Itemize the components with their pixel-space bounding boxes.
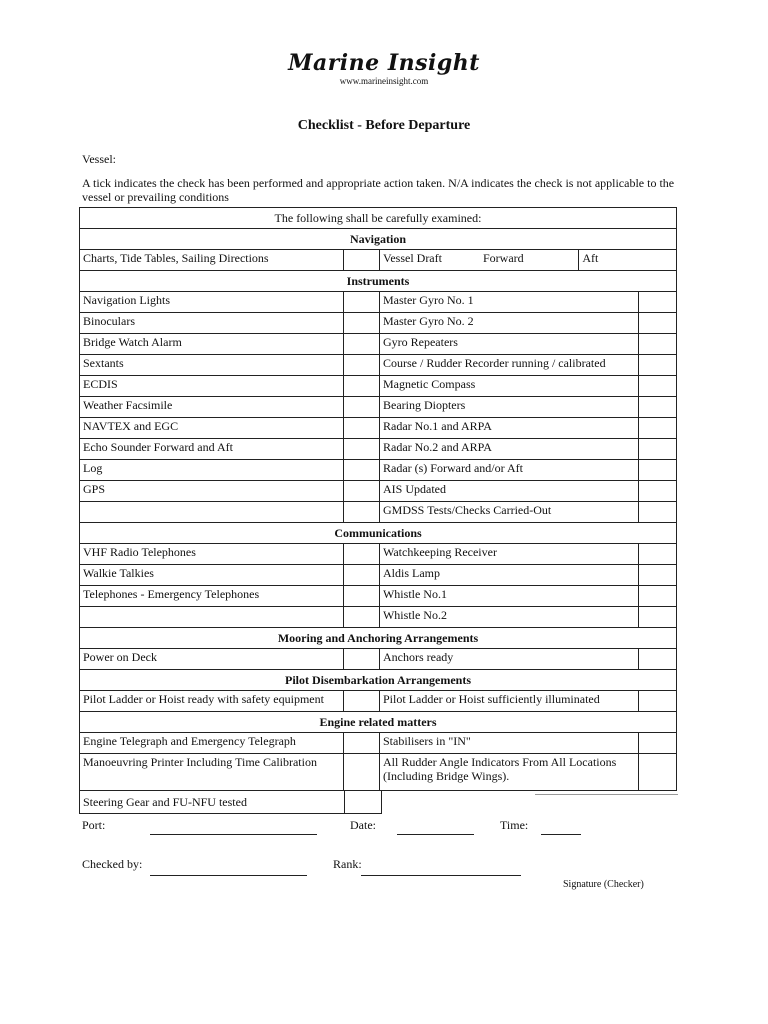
table-row <box>79 292 677 313</box>
checked-by-label: Checked by: <box>82 857 143 871</box>
row-label-right: Radar (s) Forward and/or Aft <box>380 460 639 480</box>
table-row <box>79 733 677 754</box>
check-box-right[interactable] <box>639 376 676 396</box>
check-box[interactable] <box>344 355 380 375</box>
row-label-right: Radar No.1 and ARPA <box>380 418 639 438</box>
row-label: Echo Sounder Forward and Aft <box>80 439 344 459</box>
vessel-label: Vessel: <box>82 152 116 166</box>
check-box-right[interactable] <box>639 292 676 312</box>
row-label-right: Gyro Repeaters <box>380 334 639 354</box>
time-label: Time: <box>500 818 529 832</box>
check-box[interactable] <box>344 586 380 606</box>
check-box[interactable] <box>345 791 381 813</box>
check-box[interactable] <box>344 460 380 480</box>
table-row <box>79 355 677 376</box>
row-label-right: Course / Rudder Recorder running / calibrated <box>380 355 639 375</box>
section-instruments: Instruments <box>79 271 677 292</box>
section-navigation: Navigation <box>79 229 677 250</box>
section-pilot: Pilot Disembarkation Arrangements <box>79 670 677 691</box>
check-box[interactable] <box>344 397 380 417</box>
check-box[interactable] <box>344 502 380 522</box>
row-label <box>80 502 344 522</box>
row-label: NAVTEX and EGC <box>80 418 344 438</box>
row-label: Telephones - Emergency Telephones <box>80 586 344 606</box>
check-box-right[interactable] <box>639 355 676 375</box>
check-box-right[interactable] <box>639 481 676 501</box>
date-label: Date: <box>350 818 376 832</box>
rank-field[interactable] <box>361 875 521 876</box>
port-field[interactable] <box>150 834 317 835</box>
row-label: Weather Facsimile <box>80 397 344 417</box>
row-label: Manoeuvring Printer Including Time Calibration <box>80 754 344 790</box>
check-box-right[interactable] <box>639 502 676 522</box>
table-row <box>79 376 677 397</box>
logo-name: Marine Insight <box>288 50 480 76</box>
row-label: Engine Telegraph and Emergency Telegraph <box>80 733 344 753</box>
row-label: Steering Gear and FU-NFU tested <box>80 791 345 813</box>
row-label: GPS <box>80 481 344 501</box>
row-label-right: Bearing Diopters <box>380 397 639 417</box>
check-box[interactable] <box>344 733 380 753</box>
row-label <box>80 607 344 627</box>
check-box-right[interactable] <box>639 607 676 627</box>
check-box[interactable] <box>344 313 380 333</box>
table-row <box>79 754 677 791</box>
row-label-right: Watchkeeping Receiver <box>380 544 639 564</box>
check-box[interactable] <box>344 607 380 627</box>
check-box[interactable] <box>344 754 380 790</box>
check-box-right[interactable] <box>639 313 676 333</box>
section-engine: Engine related matters <box>79 712 677 733</box>
check-box[interactable] <box>344 250 380 270</box>
check-box-right[interactable] <box>639 733 676 753</box>
row-label: Charts, Tide Tables, Sailing Directions <box>80 250 344 270</box>
page-title: Checklist - Before Departure <box>297 118 471 133</box>
check-box[interactable] <box>344 376 380 396</box>
row-label-right: Whistle No.1 <box>380 586 639 606</box>
port-label: Port: <box>82 818 106 832</box>
row-label-right: Stabilisers in "IN" <box>380 733 639 753</box>
row-label-right: Anchors ready <box>380 649 639 669</box>
check-box[interactable] <box>344 544 380 564</box>
table-row <box>79 313 677 334</box>
row-label: ECDIS <box>80 376 344 396</box>
row-label: Pilot Ladder or Hoist ready with safety equipment <box>80 691 344 711</box>
table-row <box>79 565 677 586</box>
vessel-draft: Vessel Draft Forward <box>380 250 579 270</box>
check-box-right[interactable] <box>639 418 676 438</box>
check-box[interactable] <box>344 292 380 312</box>
row-label-right: Magnetic Compass <box>380 376 639 396</box>
check-box[interactable] <box>344 439 380 459</box>
row-label: Log <box>80 460 344 480</box>
table-row <box>79 397 677 418</box>
check-box-right[interactable] <box>639 460 676 480</box>
check-box[interactable] <box>344 418 380 438</box>
logo-url: www.marineinsight.com <box>339 76 429 86</box>
check-box[interactable] <box>344 481 380 501</box>
table-row <box>79 607 677 628</box>
intro-text: A tick indicates the check has been performed and appropriate action taken. N/A indicates the check is not applicable to the vessel or prevailing conditions <box>82 176 675 204</box>
signature-label: Signature (Checker) <box>563 879 644 890</box>
table-row <box>79 460 677 481</box>
check-box-right[interactable] <box>639 754 676 790</box>
row-label-right: Aldis Lamp <box>380 565 639 585</box>
row-label-right: Pilot Ladder or Hoist sufficiently illuminated <box>380 691 639 711</box>
table-row <box>79 481 677 502</box>
date-field[interactable] <box>397 834 474 835</box>
row-label: Power on Deck <box>80 649 344 669</box>
aft-cell: Aft <box>582 251 599 265</box>
logo <box>0 50 768 86</box>
row-label-right: Master Gyro No. 1 <box>380 292 639 312</box>
check-box[interactable] <box>344 565 380 585</box>
check-box[interactable] <box>344 649 380 669</box>
table-row <box>79 649 677 670</box>
row-label: Navigation Lights <box>80 292 344 312</box>
table-header: The following shall be carefully examined: <box>79 207 677 229</box>
row-label-right: Whistle No.2 <box>380 607 639 627</box>
row-label: Walkie Talkies <box>80 565 344 585</box>
check-box[interactable] <box>344 691 380 711</box>
check-box[interactable] <box>344 334 380 354</box>
table-row <box>79 544 677 565</box>
row-label-right: All Rudder Angle Indicators From All Locations (Including Bridge Wings). <box>380 754 639 790</box>
row-label: Binoculars <box>80 313 344 333</box>
table-row <box>79 418 677 439</box>
check-box-right[interactable] <box>639 439 676 459</box>
check-box-right[interactable] <box>639 565 676 585</box>
row-label-right: Master Gyro No. 2 <box>380 313 639 333</box>
row-label-right: Radar No.2 and ARPA <box>380 439 639 459</box>
table-row <box>79 334 677 355</box>
signature-rule <box>535 794 678 795</box>
row-label: Sextants <box>80 355 344 375</box>
table-row <box>79 586 677 607</box>
row-label-right: GMDSS Tests/Checks Carried-Out <box>380 502 639 522</box>
rank-label: Rank: <box>333 857 362 871</box>
check-box-right[interactable] <box>639 691 676 711</box>
table-row <box>79 502 677 523</box>
table-row <box>79 691 677 712</box>
checklist-table <box>79 207 677 814</box>
check-box-right[interactable] <box>639 544 676 564</box>
check-box-right[interactable] <box>639 334 676 354</box>
table-row <box>79 250 677 271</box>
section-communications: Communications <box>79 523 677 544</box>
row-label-right: AIS Updated <box>380 481 639 501</box>
time-field[interactable] <box>541 834 581 835</box>
check-box-right[interactable] <box>639 586 676 606</box>
checked-by-field[interactable] <box>150 875 307 876</box>
row-label: VHF Radio Telephones <box>80 544 344 564</box>
check-box-right[interactable] <box>639 649 676 669</box>
table-row <box>79 439 677 460</box>
section-mooring: Mooring and Anchoring Arrangements <box>79 628 677 649</box>
table-row <box>79 791 382 814</box>
check-box-right[interactable] <box>639 397 676 417</box>
row-label: Bridge Watch Alarm <box>80 334 344 354</box>
